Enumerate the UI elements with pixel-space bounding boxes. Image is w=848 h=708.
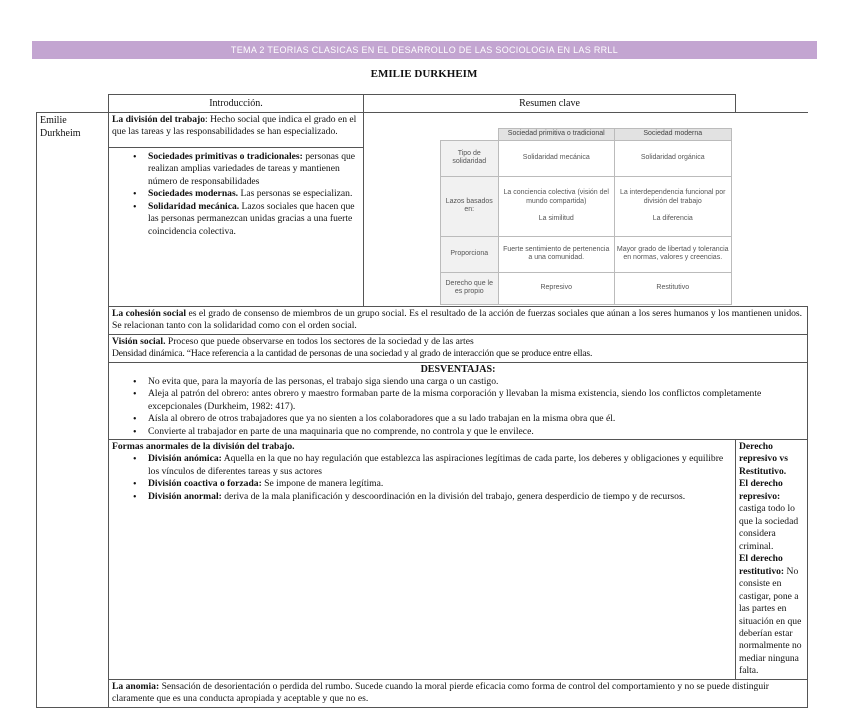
mini-cell: La interdependencia funcional por división del trabajo La diferencia — [614, 176, 731, 236]
desventajas-cell — [109, 362, 808, 439]
header-resumen-clave: Resumen clave — [364, 95, 736, 113]
mini-cell: Represivo — [498, 272, 614, 304]
row-division — [37, 113, 808, 307]
row-cohesion — [37, 306, 808, 334]
mini-header-primitiva: Sociedad primitiva o tradicional — [498, 129, 614, 141]
desventajas-title: DESVENTAJAS: — [420, 363, 496, 375]
intro-cell — [109, 113, 364, 307]
mini-label: Proporciona — [440, 236, 498, 272]
list-item: • División coactiva o forzada: Se impone de manera legítima. — [148, 478, 727, 490]
summary-document-table — [36, 94, 808, 708]
header-introduccion: Introducción. — [109, 95, 364, 113]
cohesion-text: es el grado de consenso de miembros de un grupo social. Es el resultado de la acción de fuerzas sociales que aúnan a los seres humanos y los mantienen unidos. Se relacionan tanto con la solidaridad como con el orden social. — [112, 307, 803, 332]
list-item: • Aleja al patrón del obrero: antes obrero y maestro formaban parte de la misma corporación y llevaban la misma existencia, siendo los conflictos completamente excepcionales (Durkheim, 1982: 417). — [148, 388, 804, 413]
list-item: • División anómica: Aquella en la que no hay regulación que establezca las aspiraciones legítimas de cada parte, los deberes y obligaciones y equilibre los vínculos de diferentes tareas y sus actores — [148, 453, 727, 478]
row-formas — [37, 439, 808, 679]
derecho-title: Derecho represivo vs Restitutivo. — [739, 440, 788, 477]
mini-cell: La conciencia colectiva (visión del mundo compartida) La similitud — [498, 176, 614, 236]
mini-cell: Solidaridad mecánica — [498, 140, 614, 176]
topic-banner: TEMA 2 TEORIAS CLASICAS EN EL DESARROLLO DE LAS SOCIOLOGIA EN LAS RRLL — [32, 41, 817, 59]
mini-label: Lazos basados en: — [440, 176, 498, 236]
represivo-term: El derecho represivo: — [739, 478, 783, 502]
mini-label: Tipo de solidaridad — [440, 140, 498, 176]
header-row — [37, 95, 808, 113]
mini-cell: Solidaridad orgánica — [614, 140, 731, 176]
desventajas-list — [148, 376, 804, 438]
list-item: • División anormal: deriva de la mala planificación y descoordinación en la división del trabajo, genera desperdicio de tiempo y de recursos. — [148, 491, 727, 503]
header-right-empty — [736, 95, 808, 113]
vision-cell — [109, 334, 808, 362]
list-item: • Sociedades primitivas o tradicionales: personas que realizan amplias variedades de tareas y mantienen número de responsabilidades — [148, 151, 360, 188]
header-empty-cell — [37, 95, 109, 113]
anomia-cell — [109, 679, 808, 707]
restitutivo-term: El derecho restitutivo: — [739, 553, 785, 577]
list-item: • No evita que, para la mayoría de las personas, el trabajo siga siendo una carga o un castigo. — [148, 376, 804, 388]
list-item: • Aísla al obrero de otros trabajadores que ya no sienten a los colaboradores que a su lado trabajan en la misma obra que él. — [148, 413, 804, 425]
mini-cell: Restitutivo — [614, 272, 731, 304]
represivo-text: castiga todo lo que la sociedad considera criminal. — [739, 503, 799, 552]
list-item: • Convierte al trabajador en parte de una maquinaria que no comprende, no controla y que le envilece. — [148, 426, 804, 438]
row-vision — [37, 334, 808, 362]
division-text: : Hecho social que indica el grado en el que las tareas y las responsabilidades se han especializado. — [112, 114, 357, 138]
row-anomia — [37, 679, 808, 707]
author-cell: Emilie Durkheim — [37, 113, 109, 708]
list-item: • Solidaridad mecánica. Lazos sociales que hacen que las personas permanezcan unidas gracias a una fuerte coincidencia colectiva. — [148, 201, 360, 238]
sociedades-list — [148, 151, 360, 238]
list-item: • Sociedades modernas. Las personas se especializan. — [148, 188, 360, 200]
formas-title: Formas anormales de la división del trabajo. — [112, 440, 295, 452]
solidarity-comparison-table — [440, 128, 732, 305]
anomia-text: Sensación de desorientación o perdida del rumbo. Sucede cuando la moral pierde eficacia como forma de control del comportamiento y no se puede distinguir claramente que es una conducta apropiada y aceptable y que no es. — [112, 680, 769, 705]
formas-list — [148, 453, 727, 503]
mini-cell: Mayor grado de libertad y tolerancia en normas, valores y creencias. — [614, 236, 731, 272]
vision-term: Visión social. — [112, 335, 166, 347]
mini-label: Derecho que le es propio — [440, 272, 498, 304]
vision-text: Proceso que puede observarse en todos los sectores de la sociedad y de las artes — [165, 335, 474, 347]
restitutivo-text: No consiste en castigar, pone a las partes en situación en que deberían estar normalmente no mediar ninguna falta. — [739, 565, 802, 677]
resumen-cell — [364, 113, 808, 307]
division-paragraph — [112, 114, 360, 139]
cohesion-term: La cohesión social — [112, 307, 187, 319]
document-title: EMILIE DURKHEIM — [370, 68, 478, 80]
row-desventajas — [37, 362, 808, 439]
densidad-text: Densidad dinámica. “Hace referencia a la cantidad de personas de una sociedad y al grado de interacción que se produce entre ellas. — [112, 348, 593, 360]
formas-cell — [109, 439, 736, 679]
derecho-cell — [736, 439, 808, 679]
division-term: La división del trabajo — [112, 114, 206, 125]
mini-header-moderna: Sociedad moderna — [614, 129, 731, 141]
mini-cell: Fuerte sentimiento de pertenencia a una comunidad. — [498, 236, 614, 272]
cohesion-cell — [109, 306, 808, 334]
anomia-term: La anomia: — [112, 680, 160, 692]
